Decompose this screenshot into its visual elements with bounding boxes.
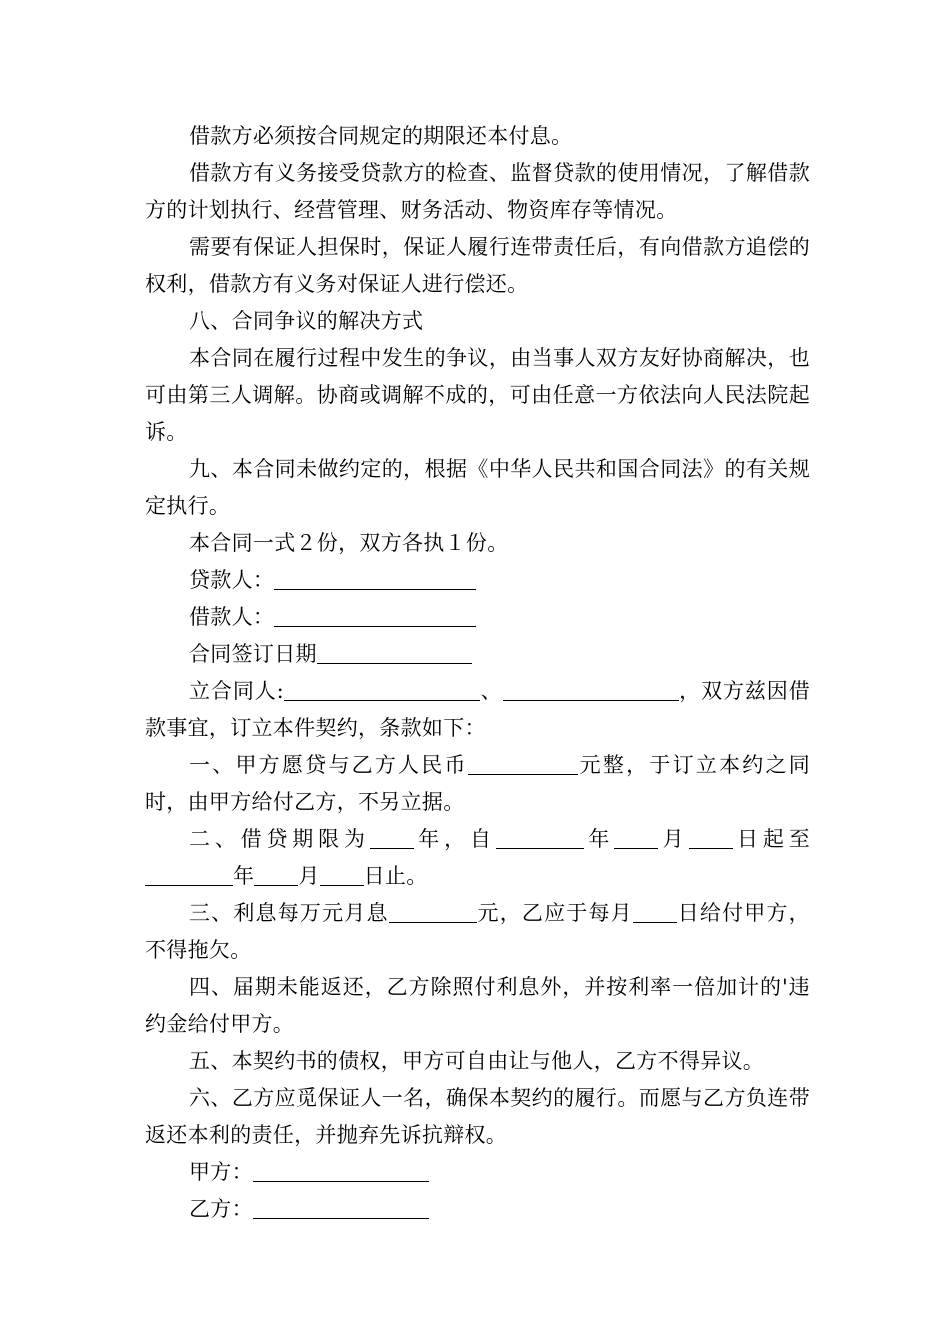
clause-3-text-c: 日给付甲方，不得拖欠。 <box>145 901 810 962</box>
clause-3-text-b: 元，乙应于每月 <box>476 901 633 925</box>
sign-date-blank[interactable] <box>317 641 472 664</box>
party-a-label: 甲方： <box>189 1160 253 1184</box>
party-b-signature-line <box>145 1191 810 1228</box>
clause-2 <box>145 821 810 895</box>
start-month-blank[interactable] <box>614 826 658 849</box>
document-page <box>145 118 810 1228</box>
clause-2-text-a: 二、借贷期限为 <box>189 827 370 851</box>
clause-2-text-c: 年 <box>583 827 615 851</box>
lender-blank[interactable] <box>274 567 476 590</box>
end-month-blank[interactable] <box>254 863 298 886</box>
clause-3 <box>145 895 810 969</box>
start-day-blank[interactable] <box>689 826 733 849</box>
clause-1-text-a: 一、甲方愿贷与乙方人民币 <box>189 753 468 777</box>
party-a-signature-line <box>145 1154 810 1191</box>
clause-6: 六、乙方应觅保证人一名，确保本契约的履行。而愿与乙方负连带返还本利的责任，并抛弃先诉抗辩权。 <box>145 1086 810 1147</box>
contract-intro <box>145 673 810 747</box>
borrower-label: 借款人： <box>189 605 275 629</box>
clause-1-text-b: 元整，于订立本约之同时，由甲方给付乙方，不另立据。 <box>145 753 811 814</box>
clause-2-text-e: 日起至 <box>732 827 810 851</box>
intro-text-b: 、 <box>480 679 503 703</box>
paragraph-inspection: 借款方有义务接受贷款方的检查、监督贷款的使用情况，了解借款方的计划执行、经营管理、财务活动、物资库存等情况。 <box>145 161 810 222</box>
amount-blank[interactable] <box>468 752 578 775</box>
party-b-label: 乙方： <box>189 1197 253 1221</box>
start-year-blank[interactable] <box>496 826 584 849</box>
lender-label: 贷款人： <box>189 568 275 592</box>
paragraph-unstipulated: 九、本合同未做约定的，根据《中华人民共和国合同法》的有关规定执行。 <box>145 457 810 518</box>
heading-dispute-resolution: 八、合同争议的解决方式 <box>189 309 424 333</box>
clause-5: 五、本契约书的债权，甲方可自由让与他人，乙方不得异议。 <box>189 1049 765 1073</box>
sign-date-line <box>145 636 810 673</box>
paragraph-guarantor: 需要有保证人担保时，保证人履行连带责任后，有向借款方追偿的权利，借款方有义务对保证人进行偿还。 <box>145 235 810 296</box>
clause-2-text-g: 月 <box>298 864 320 888</box>
clause-4: 四、届期未能返还，乙方除照付利息外，并按利率一倍加计的'违约金给付甲方。 <box>145 975 810 1036</box>
intro-text-c: ，双方兹因借款事宜，订立本件契约，条款如下： <box>145 679 810 740</box>
party-b-blank[interactable] <box>253 1196 429 1219</box>
pay-day-blank[interactable] <box>633 900 677 923</box>
party-one-blank[interactable] <box>284 678 480 701</box>
clause-2-text-h: 日止。 <box>363 864 428 888</box>
clause-1 <box>145 747 810 821</box>
party-two-blank[interactable] <box>503 678 679 701</box>
term-years-blank[interactable] <box>370 826 414 849</box>
paragraph-repayment: 借款方必须按合同规定的期限还本付息。 <box>189 124 573 148</box>
borrower-blank[interactable] <box>274 604 476 627</box>
party-a-blank[interactable] <box>253 1159 429 1182</box>
end-day-blank[interactable] <box>320 863 364 886</box>
intro-text-a: 立合同人: <box>189 679 285 703</box>
clause-3-text-a: 三、利息每万元月息 <box>189 901 389 925</box>
clause-2-text-d: 月 <box>658 827 689 851</box>
sign-date-label: 合同签订日期 <box>189 642 317 666</box>
borrower-signature-line <box>145 599 810 636</box>
end-year-blank[interactable] <box>145 863 233 886</box>
clause-2-text-b: 年，自 <box>413 827 496 851</box>
paragraph-dispute: 本合同在履行过程中发生的争议，由当事人双方友好协商解决，也可由第三人调解。协商或调解不成的，可由任意一方依法向人民法院起诉。 <box>145 346 810 444</box>
clause-2-text-f: 年 <box>233 864 255 888</box>
lender-signature-line <box>145 562 810 599</box>
paragraph-copies: 本合同一式２份，双方各执１份。 <box>189 531 509 555</box>
interest-blank[interactable] <box>389 900 477 923</box>
